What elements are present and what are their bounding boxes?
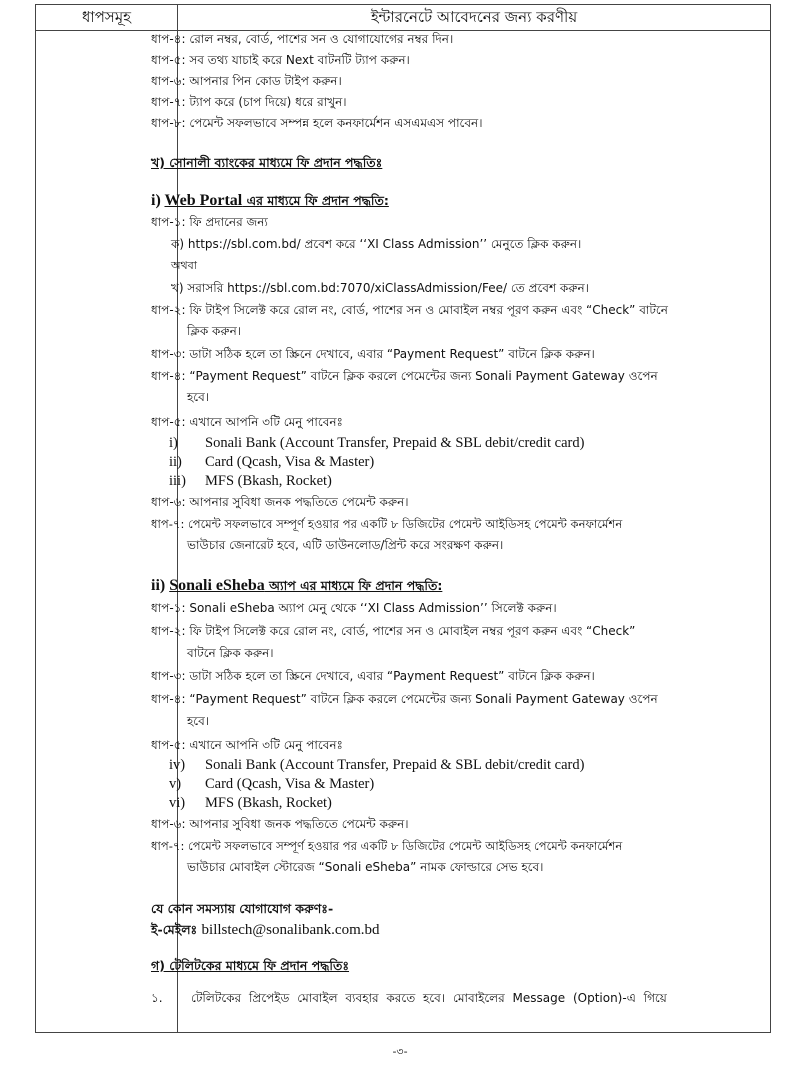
intro-step-6: ধাপ-৬: আপনার পিন কোড টাইপ করুন। (151, 74, 342, 88)
es-step-4-line-1: ধাপ-৪: “Payment Request” বাটনে ক্লিক করলে পেমেন্টের জন্য Sonali Payment Gateway ওপেন (151, 692, 658, 706)
intro-step-7: ধাপ-৭: ট্যাপ করে (চাপ দিয়ে) ধরে রাখুন। (151, 95, 347, 109)
web-portal-title-bn: এর মাধ্যমে ফি প্রদান পদ্ধতি: (242, 193, 389, 208)
es-step-4 (151, 688, 727, 734)
intro-steps (151, 29, 727, 134)
es-menu-item: vi) MFS (Bkash, Rocket) (169, 795, 332, 811)
es-step-7 (151, 835, 727, 877)
section-ga-title: গ) টেলিটকের মাধ্যমে ফি প্রদান পদ্ধতিঃ (151, 958, 350, 973)
es-step-2 (151, 620, 727, 664)
contact-heading: যে কোন সমস্যায় যোগাযোগ করুণঃ- (151, 901, 334, 916)
page-number: -৩- (392, 1045, 408, 1058)
wp-step-5: ধাপ-৫: এখানে আপনি ৩টি মেনু পাবেনঃ (151, 415, 343, 429)
es-menu-item: v) Card (Qcash, Visa & Master) (169, 776, 375, 792)
es-step-5: ধাপ-৫: এখানে আপনি ৩টি মেনু পাবেনঃ (151, 738, 343, 752)
wp-step-7 (151, 513, 727, 555)
wp-step-7-line-1: ধাপ-৭: পেমেন্ট সফলভাবে সম্পূর্ণ হওয়ার পর একটি ৮ ডিজিটের পেমেন্ট আইডিসহ পেমেন্ট কনফার্মেশন (151, 517, 623, 531)
web-portal-title (151, 190, 727, 212)
wp-step-4-line-1: ধাপ-৪: “Payment Request” বাটনে ক্লিক করলে পেমেন্টের জন্য Sonali Payment Gateway ওপেন (151, 369, 658, 383)
es-step-7-line-2: ভাউচার মোবাইল স্টোরেজ “Sonali eSheba” নামক ফোল্ডারে সেভ হবে। (187, 860, 544, 874)
es-step-2-line-2: বাটনে ক্লিক করুন। (187, 646, 274, 660)
header-steps: ধাপসমূহ (81, 8, 132, 26)
intro-step-8: ধাপ-৮: পেমেন্ট সফলভাবে সম্পন্ন হলে কনফার্মেশন এসএমএস পাবেন। (151, 116, 483, 130)
es-step-2-line-1: ধাপ-২: ফি টাইপ সিলেক্ট করে রোল নং, বোর্ড, পাশের সন ও মোবাইল নম্বর পূরণ করুন এবং “Check” (151, 624, 636, 638)
wp-step-6: ধাপ-৬: আপনার সুবিধা জনক পদ্ধতিতে পেমেন্ট করুন। (151, 495, 409, 509)
es-step-4-line-2: হবে। (187, 714, 210, 728)
intro-step-4: ধাপ-৪: রোল নম্বর, বোর্ড, পাশের সন ও যোগাযোগের নম্বর দিন। (151, 32, 454, 46)
wp-step-4 (151, 366, 727, 410)
email-link[interactable]: billstech@sonalibank.com.bd (201, 922, 380, 938)
web-portal-title-prefix: i) (151, 192, 165, 209)
esheba-title-bn: অ্যাপ এর মাধ্যমে ফি প্রদান পদ্ধতি: (264, 578, 443, 593)
es-menu-list (151, 756, 727, 813)
wp-step-1: ধাপ-১: ফি প্রদানের জন্য (151, 215, 268, 229)
section-kha-title: খ) সোনালী ব্যাংকের মাধ্যমে ফি প্রদান পদ্ধতিঃ (151, 155, 383, 170)
esheba-title (151, 575, 727, 597)
ga-item-1 (151, 987, 727, 1009)
ga-item-1-number: ১. (151, 991, 163, 1005)
table-header-row (36, 5, 770, 31)
es-step-3: ধাপ-৩: ডাটা সঠিক হলে তা স্ক্রিনে দেখাবে, এবার “Payment Request” বাটনে ক্লিক করুন। (151, 669, 595, 683)
contact-email-line (151, 919, 727, 941)
wp-menu-item: i) Sonali Bank (Account Transfer, Prepaid & SBL debit/credit card) (169, 435, 585, 451)
wp-step-1-option-b: খ) সরাসরি https://sbl.com.bd:7070/xiClassAdmission/Fee/ তে প্রবেশ করুন। (171, 281, 589, 295)
wp-menu-item: ii) Card (Qcash, Visa & Master) (169, 454, 375, 470)
header-online-application: ইন্টারনেটে আবেদনের জন্য করণীয় (370, 8, 578, 26)
ga-item-1-text: টেলিটকের প্রিপেইড মোবাইল ব্যবহার করতে হবে। মোবাইলের Message (Option)-এ গিয়ে (191, 991, 667, 1005)
wp-step-4-line-2: হবে। (187, 390, 210, 404)
wp-menu-list (151, 434, 727, 491)
es-step-6: ধাপ-৬: আপনার সুবিধা জনক পদ্ধতিতে পেমেন্ট করুন। (151, 817, 409, 831)
wp-menu-item: iii) MFS (Bkash, Rocket) (169, 473, 332, 489)
esheba-title-prefix: ii) (151, 577, 170, 594)
instructions-content (151, 29, 727, 1009)
es-menu-item: iv) Sonali Bank (Account Transfer, Prepaid & SBL debit/credit card) (169, 757, 585, 773)
web-portal-title-en: Web Portal (164, 192, 243, 209)
wp-step-7-line-2: ভাউচার জেনারেট হবে, এটি ডাউনলোড/প্রিন্ট করে সংরক্ষণ করুন। (187, 538, 504, 552)
wp-step-2-line-2: ক্লিক করুন। (187, 324, 242, 338)
wp-step-3: ধাপ-৩: ডাটা সঠিক হলে তা স্ক্রিনে দেখাবে, এবার “Payment Request” বাটনে ক্লিক করুন। (151, 347, 595, 361)
email-label: ই-মেইলঃ (151, 922, 202, 937)
esheba-title-en: Sonali eSheba (169, 577, 265, 594)
wp-step-1-option-a: ক) https://sbl.com.bd/ প্রবেশ করে ‘‘XI Class Admission’’ মেনুতে ক্লিক করুন। (171, 237, 582, 251)
es-step-1: ধাপ-১: Sonali eSheba অ্যাপ মেনু থেকে ‘‘XI Class Admission’’ সিলেক্ট করুন। (151, 601, 557, 615)
intro-step-5: ধাপ-৫: সব তথ্য যাচাই করে Next বাটনটি ট্যাপ করুন। (151, 53, 410, 67)
wp-step-2-line-1: ধাপ-২: ফি টাইপ সিলেক্ট করে রোল নং, বোর্ড, পাশের সন ও মোবাইল নম্বর পূরণ করুন এবং “Check” বাটনে (151, 303, 668, 317)
wp-step-1-or: অথবা (171, 259, 197, 272)
wp-step-2 (151, 300, 727, 342)
es-step-7-line-1: ধাপ-৭: পেমেন্ট সফলভাবে সম্পূর্ণ হওয়ার পর একটি ৮ ডিজিটের পেমেন্ট আইডিসহ পেমেন্ট কনফার্মেশন (151, 839, 623, 853)
